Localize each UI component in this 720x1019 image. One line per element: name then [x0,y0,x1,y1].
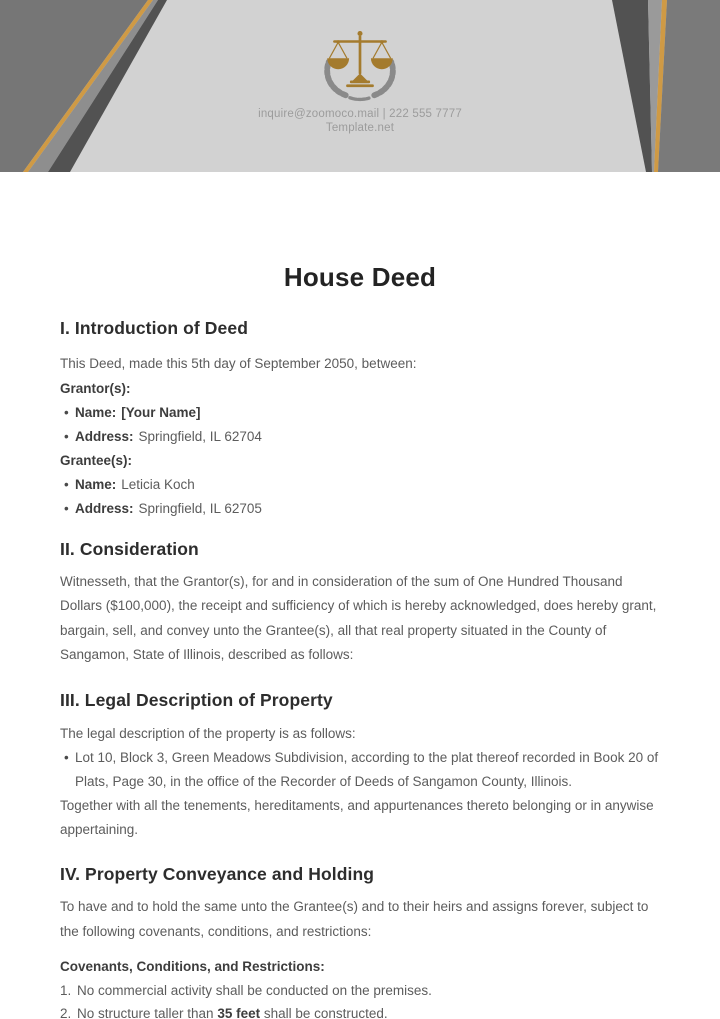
section-heading-consideration: II. Consideration [60,538,199,559]
letterhead [0,0,720,172]
scales-of-justice-icon [318,28,402,102]
section-heading-introduction: I. Introduction of Deed [60,318,248,338]
covenant-item-1 [60,979,660,1002]
conveyance-paragraph: To have and to hold the same unto the Grantee(s) and to their heirs and assigns forever, subject to the following covenants, conditions, and restrictions: [60,899,649,939]
intro-paragraph: This Deed, made this 5th day of September 2050, between: [60,356,417,371]
field-value: [Your Name] [121,404,201,420]
covenant-item-2 [60,1002,660,1019]
website-line: Template.net [325,122,395,134]
grantor-list [60,401,660,449]
contact-line: inquire@zoomoco.mail | 222 555 7777 [258,108,462,120]
section-legal-description [60,688,660,843]
document-title: House Deed [283,262,437,292]
field-label: Name: [75,476,117,492]
field-value: Springfield, IL 62704 [138,428,262,444]
lot-description-text: Lot 10, Block 3, Green Meadows Subdivision, according to the plat thereof recorded in Book 20 of Plats, Page 30, in the office of the Recorder of Deeds of Sangamon County, Illinois. [75,750,659,789]
bullet-marker: • [64,428,69,444]
covenants-list [60,979,660,1019]
section-conveyance [60,862,660,1019]
bullet-marker: • [64,476,69,492]
field-value: Leticia Koch [121,476,195,492]
legal-description-lead: The legal description of the property is as follows: [60,725,356,741]
appurtenances-paragraph: Together with all the tenements, hereditaments, and appurtenances thereto belonging or in anywise appertaining. [60,798,654,837]
grantor-address-item [60,425,660,449]
grantee-address-item [60,497,660,521]
grantee-label: Grantee(s): [60,452,133,468]
legal-description-list [60,746,660,794]
item-number: 1. [60,983,72,998]
section-introduction [60,316,660,521]
covenant-text: No structure taller than 35 feet shall be constructed. [77,1006,388,1019]
field-label: Address: [75,500,134,516]
field-label: Name: [75,404,117,420]
item-number: 2. [60,1006,72,1019]
section-consideration [60,537,660,668]
brand-block [0,28,720,135]
covenants-subheading: Covenants, Conditions, and Restrictions: [60,959,325,974]
field-label: Address: [75,428,134,444]
bullet-marker: • [64,750,69,765]
bullet-marker: • [64,404,69,420]
grantor-name-item [60,401,660,425]
consideration-paragraph: Witnesseth, that the Grantor(s), for and in consideration of the sum of One Hundred Thousand Dollars ($100,000), the receipt and sufficiency of which is hereby acknowledged, does hereby grant, bargain, sell, and convey unto the Grantee(s), all that real property situated in the County of Sangamon, State of Illinois, described as follows: [60,573,657,662]
lot-description-item [60,746,660,794]
section-heading-conveyance: IV. Property Conveyance and Holding [60,864,375,884]
field-value: Springfield, IL 62705 [138,500,262,516]
grantor-label: Grantor(s): [60,380,131,396]
bullet-marker: • [64,500,69,516]
covenant-text: No commercial activity shall be conducted on the premises. [77,983,432,998]
grantee-list [60,473,660,521]
grantee-name-item [60,473,660,497]
section-heading-legal-description: III. Legal Description of Property [60,689,333,710]
document-body [0,261,720,1019]
